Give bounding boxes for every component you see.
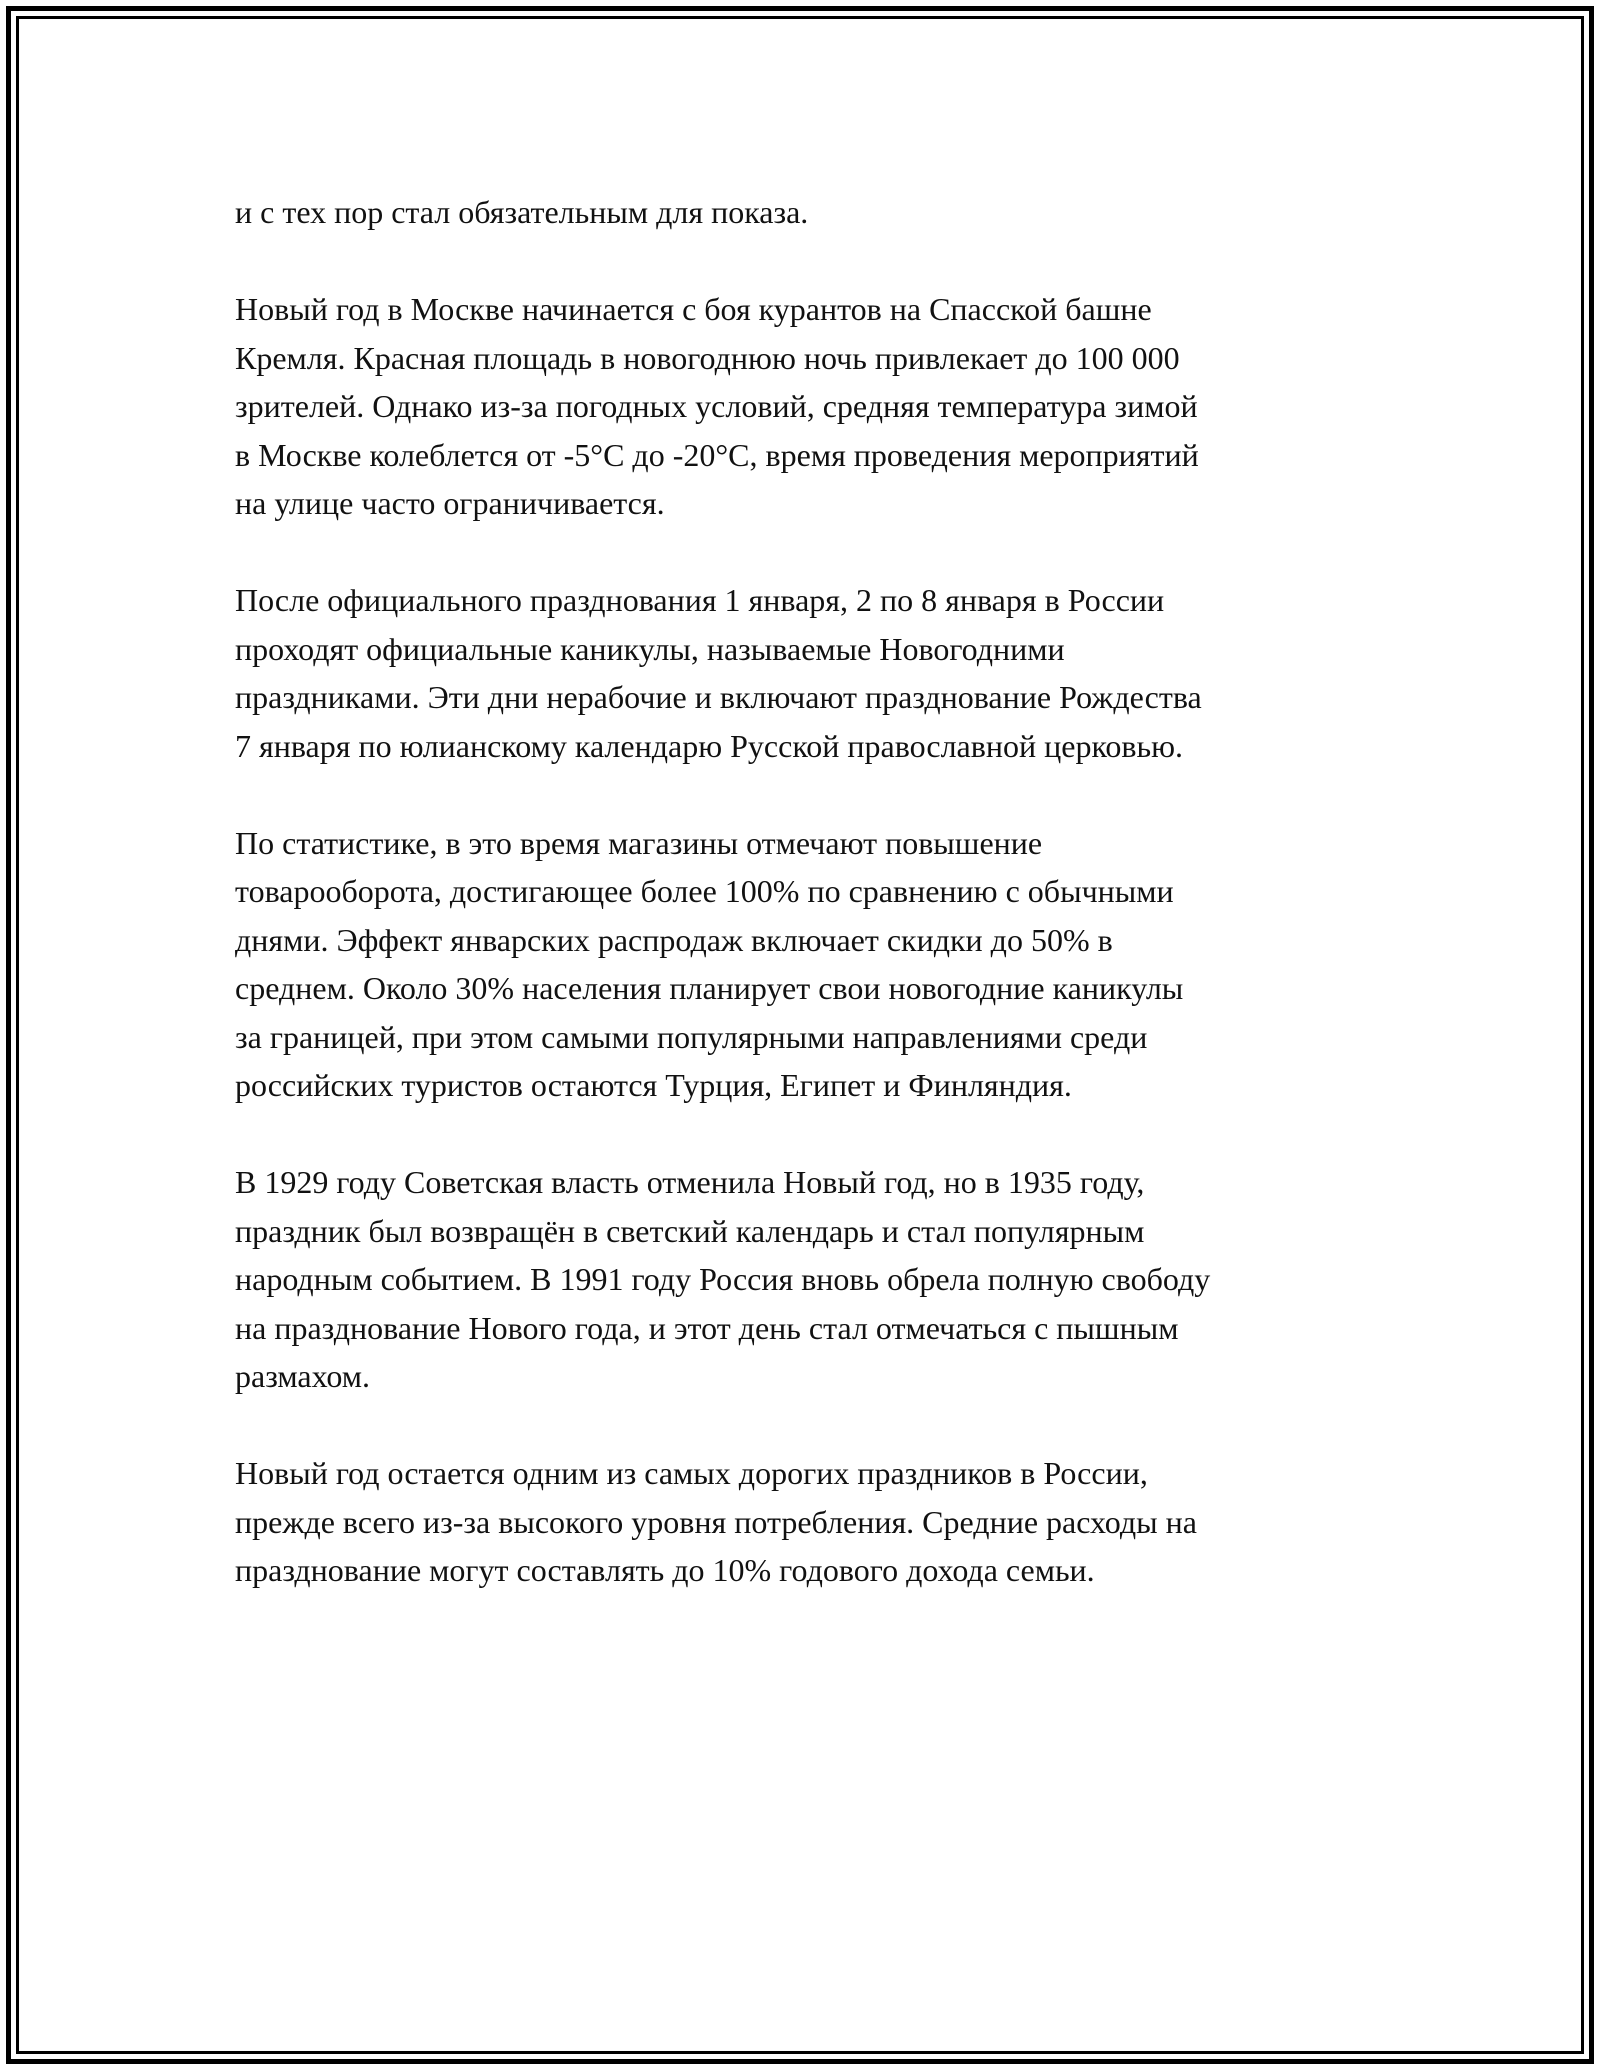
- paragraph-spacer: [235, 1401, 1375, 1450]
- paragraph-4: По статистике, в это время магазины отмечают повышение товарооборота, достигающее более 100% по сравнению с обычными днями. Эффект январских распродаж включает скидки до 50% в среднем. Около 30% населения планирует свои новогодние каникулы за границей, при этом самыми популярными направлениями среди российских туристов остаются Турция, Египет и Финляндия.: [235, 824, 1184, 1103]
- paragraph-3: После официального празднования 1 января, 2 по 8 января в России проходят официальные каникулы, называемые Новогодними праздниками. Эти дни нерабочие и включают празднование Рождества 7 января по юлианскому календарю Русской православной церковью.: [235, 582, 1202, 764]
- paragraph-2: Новый год в Москве начинается с боя курантов на Спасской башне Кремля. Красная площадь в новогоднюю ночь привлекает до 100 000 зрителей. Однако из-за погодных условий, средняя температура зимой в Москве колеблется от -5°C до -20°C, время проведения мероприятий на улице часто ограничивается.: [235, 291, 1199, 521]
- paragraph-1: и с тех пор стал обязательным для показа.: [235, 194, 809, 230]
- paragraph-5: В 1929 году Советская власть отменила Новый год, но в 1935 году, праздник был возвращён в светский календарь и стал популярным народным событием. В 1991 году Россия вновь обрела полную свободу на празднование Нового года, и этот день стал отмечаться с пышным размахом.: [235, 1164, 1211, 1394]
- paragraph-spacer: [235, 770, 1375, 819]
- document-body: [235, 188, 1375, 1595]
- paragraph-spacer: [235, 237, 1375, 286]
- paragraph-spacer: [235, 528, 1375, 577]
- paragraph-6: Новый год остается одним из самых дорогих праздников в России, прежде всего из-за высокого уровня потребления. Средние расходы на празднование могут составлять до 10% годового дохода семьи.: [235, 1455, 1197, 1588]
- paragraph-spacer: [235, 1110, 1375, 1159]
